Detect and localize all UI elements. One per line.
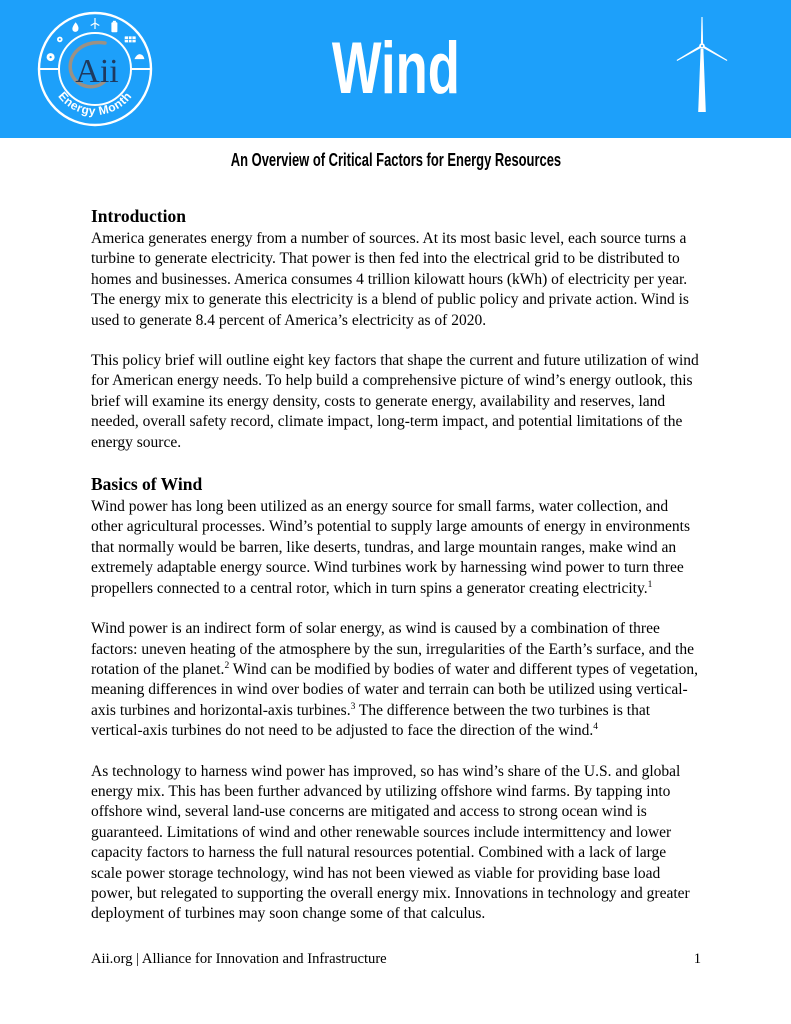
document-subtitle: An Overview of Critical Factors for Energy Resources	[230, 149, 561, 170]
article-sections	[91, 205, 701, 945]
paragraph: Wind power has long been utilized as an energy source for small farms, water collection, and other agricultural processes. Wind’s potential to supply large amounts of energy in environments that normally would be barren, like deserts, tundras, and large mountain ranges, make wind an extremely adaptable energy source. Wind turbines work by harnessing wind power to turn three propellers connected to a central rotor, which in turn spins a generator creating electricity.$^1$	[91, 498, 691, 597]
paragraph: Wind power is an indirect form of solar energy, as wind is caused by a combination of three factors: uneven heating of the atmosphere by the sun, irregularities of the Earth’s surface, and the rotation of the planet.$^2$ Wind can be modified by bodies of water and different types of vegetation, meaning differences in wind over bodies of water and terrain can both be utilized using vertical-axis turbines and horizontal-axis turbines.$^3$ The difference between the two turbines is that vertical-axis turbines do not need to be adjusted to face the direction of the wind.$^4$	[91, 620, 699, 740]
wind-turbine-graphic	[672, 12, 732, 116]
page-title: Wind	[331, 28, 460, 109]
monogram-text: Aii	[75, 53, 119, 90]
section-heading: Introduction	[91, 206, 186, 226]
logo-ring-label: Energy Month	[55, 88, 135, 119]
page-number: 1	[693, 951, 701, 967]
footer	[91, 950, 701, 969]
footnote-ref: 2	[224, 660, 230, 671]
footer-text: Aii.org | Alliance for Innovation and Infrastructure	[91, 951, 387, 967]
footnote-ref: 1	[647, 579, 653, 590]
subtitle-row	[0, 150, 791, 171]
wind-turbine-icon	[672, 12, 732, 116]
paragraph: This policy brief will outline eight key factors that shape the current and future utilization of wind for American energy needs. To help build a comprehensive picture of wind’s energy outlook, this brief will examine its energy density, costs to generate energy, availability and reserves, land needed, overall safety record, climate impact, long-term impact, and potential limitations of the energy source.	[91, 352, 699, 451]
footnote-ref: 3	[350, 701, 356, 712]
footnote-ref: 4	[593, 721, 599, 732]
paragraph: As technology to harness wind power has improved, so has wind’s share of the U.S. and global energy mix. This has been further advanced by utilizing offshore wind farms. By tapping into offshore wind, several land-use concerns are mitigated and access to strong ocean wind is guaranteed. Limitations of wind and other renewable sources include intermittency and lower capacity factors to harness the full natural resources potential. Combined with a lack of large scale power storage technology, wind has not been viewed as viable for providing base load power, but relegated to supporting the overall energy mix. Innovations in technology and greater deployment of turbines may soon change some of that calculus.	[91, 762, 690, 923]
header-banner	[0, 0, 791, 138]
paragraph: America generates energy from a number of sources. At its most basic level, each source turns a turbine to generate electricity. That power is then fed into the electrical grid to be distributed to homes and businesses. America consumes 4 trillion kilowatt hours (kWh) of electricity per year. The energy mix to generate this electricity is a blend of public policy and private action. Wind is used to generate 8.4 percent of America’s electricity as of 2020.	[91, 230, 689, 329]
section-heading: Basics of Wind	[91, 474, 203, 495]
